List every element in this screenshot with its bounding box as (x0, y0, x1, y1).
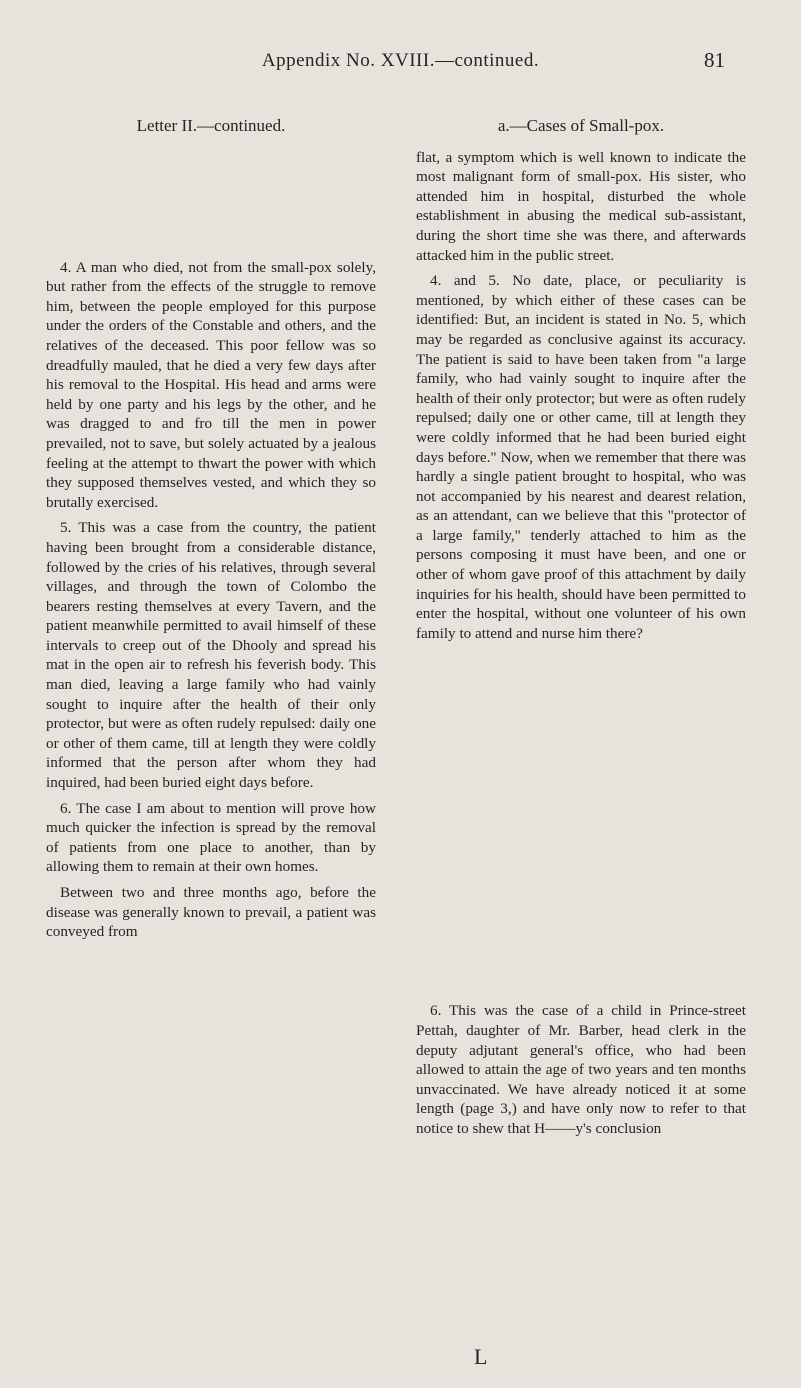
left-column-heading: Letter II.—continued. (136, 116, 286, 135)
paragraph-6-continued: Between two and three months ago, before the disease was generally known to prevail, a patient was conveyed from (46, 884, 376, 941)
paragraph-continued: flat, a symptom which is well known to indicate the most malignant form of small-pox. His sister, who attended him in hospital, disturbed the whole establishment in abusing the medical sub-assistant, during the short time she was there, and afterwards attacked him in the public street. (416, 148, 746, 264)
signature-mark: L (474, 1344, 488, 1369)
paragraph-6-reply: 6. This was the case of a child in Prince-street Pettah, daughter of Mr. Barber, head clerk in the deputy adjutant general's office, who had been allowed to attain the age of two years and ten months unvaccinated. We have already noticed it at some length (page 3,) and have only now to refer to that notice to shew that H——y's conclusion (416, 1002, 746, 1137)
left-column (46, 116, 376, 948)
right-column (416, 116, 746, 1145)
paragraph-5: 5. This was a case from the country, the patient having been brought from a considerable distance, followed by the cries of his relatives, through several villages, and through the town of Colombo the bearers resting themselves at every Tavern, and the patient meanwhile permitted to avail himself of these intervals to creep out of the Dhooly and spread his mat in the open air to refresh his feverish body. This man died, leaving a large family who had vainly sought to inquire after the health of their only protector, but were as often rudely repulsed: daily one or other of them came, till at length they were coldly informed that the person after whom they had inquired, had been buried eight days before. (46, 519, 376, 792)
running-head: Appendix No. XVIII.—continued. (261, 50, 540, 71)
right-column-heading: a.—Cases of Small-pox. (497, 116, 665, 135)
paragraph-4-and-5: 4. and 5. No date, place, or peculiarity is mentioned, by which either of these cases can be identified: But, an incident is stated in No. 5, which may be regarded as conclusive against its accuracy. The patient is said to have been taken from "a large family, who had vainly sought to inquire after the health of their only protector; but were as often rudely repulsed; daily one or other came, till at length they were coldly informed that he had been buried eight days before." Now, when we remember that there was hardly a single patient brought to hospital, who was not accompanied by his nearest and dearest relation, as an attendant, can we believe that this "protector of a large family," tenderly attached to him as the persons composing it must have been, and one or other of whom gave proof of this attachment by daily inquiries for his health, should have been permitted to enter the hospital, without one volunteer of his own family to attend and nurse him there? (416, 272, 746, 642)
paragraph-6: 6. The case I am about to mention will prove how much quicker the infection is spread by the removal of patients from one place to another, than by allowing them to remain at their own homes. (46, 799, 376, 876)
paragraph-4: 4. A man who died, not from the small-pox solely, but rather from the effects of the struggle to remove him, between the people employed for this purpose under the orders of the Constable and others, and the relatives of the deceased. This poor fellow was so dreadfully mauled, that he died a very few days after his removal to the Hospital. His head and arms were held by one party and his legs by the other, and he was dragged to and fro till the men in power prevailed, not to save, but solely actuated by a jealous feeling at the attempt to thwart the power with which they supposed themselves vested, and which they so brutally exercised. (46, 258, 376, 511)
page-number: 81 (704, 48, 725, 72)
